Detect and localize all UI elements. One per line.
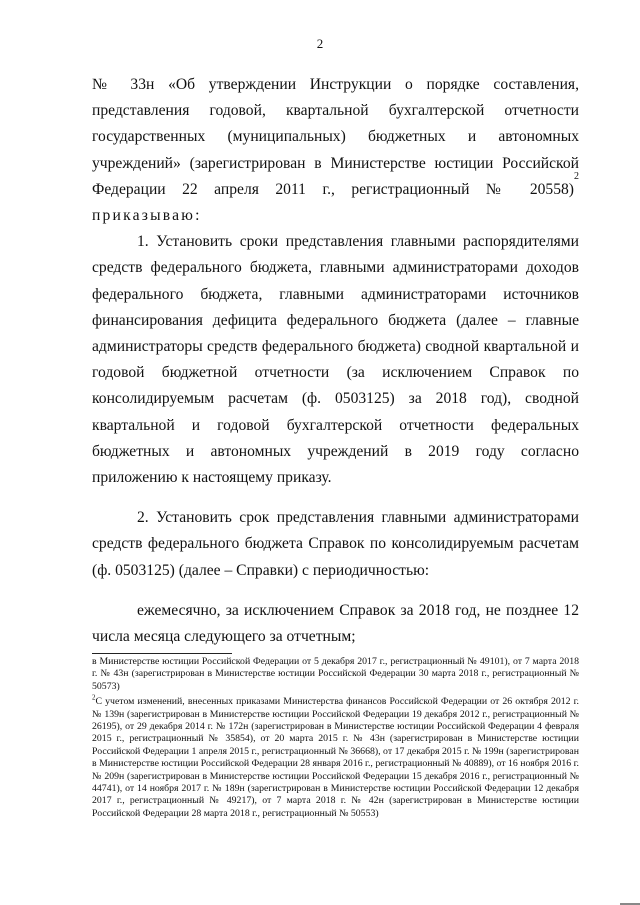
paragraph-item-2: 2. Установить срок представления главными администраторами средств федерального бюджета Справок по консолидируемым расчетам (ф. 0503125) (далее – Справки) с периодичностью:	[92, 509, 579, 579]
order-word: приказываю:	[92, 207, 202, 225]
document-body	[92, 72, 579, 650]
paragraph-line: государственных (муниципальных) бюджетных и автономных	[92, 128, 579, 146]
paragraph-line: Федерации 22 апреля 2011 г., регистрационный № 20558)	[92, 180, 574, 198]
footnote-2	[92, 693, 579, 820]
footnote-marker: 2	[92, 693, 96, 702]
footnote-separator	[92, 653, 232, 654]
footnotes-section	[92, 653, 579, 820]
paragraph-line: представления годовой, квартальной бухгалтерской отчетности	[92, 102, 579, 120]
paragraph-item-1: 1. Установить сроки представления главными распорядителями средств федерального бюджета, главными администраторами доходов федерального бюджета, главными администраторами источников финансирования дефицита федерального бюджета (далее – главные администраторы средств федерального бюджета) сводной квартальной и годовой бюджетной отчетности (за исключением Справок по консолидируемым расчетам (ф. 0503125) за 2018 год), сводной квартальной и годовой бухгалтерской отчетности федеральных бюджетных и автономных учреждений в 2019 году согласно приложению к настоящему приказу.	[92, 233, 579, 487]
paragraph-line: № 33н «Об утверждении Инструкции о порядке составления,	[92, 76, 579, 93]
paragraph-line: учреждений» (зарегистрирован в Министерстве юстиции Российской	[92, 154, 579, 172]
paragraph-line-with-footnote	[92, 170, 579, 203]
page-number: 2	[316, 36, 324, 51]
footnote-reference: 2	[574, 170, 579, 182]
footnote-continuation: в Министерстве юстиции Российской Федерации от 5 декабря 2017 г., регистрационный № 49101), от 7 марта 2018 г. № 43н (зарегистрирован в Министерстве юстиции Российской Федерации 30 марта 2018 г., регистрационный № 50573)	[92, 656, 579, 692]
paragraph-monthly: ежемесячно, за исключением Справок за 2018 год, не позднее 12 числа месяца следующего за отчетным;	[92, 601, 579, 646]
footnote-text: С учетом изменений, внесенных приказами Министерства финансов Российской Федерации от 26 октября 2012 г. № 139н (зарегистрирован в Министерстве юстиции Российской Федерации 19 декабря 2012 г., регистрационный № 26195), от 29 декабря 2014 г. № 172н (зарегистрирован в Министерстве юстиции Российской Федерации 4 февраля 2015 г., регистрационный № 35854), от 20 марта 2015 г. № 43н (зарегистрирован в Министерстве юстиции Российской Федерации 1 апреля 2015 г., регистрационный № 36668), от 17 декабря 2015 г. № 199н (зарегистрирован в Министерстве юстиции Российской Федерации 28 января 2016 г., регистрационный № 40889), от 16 ноября 2016 г. № 209н (зарегистрирован в Министерстве юстиции Российской Федерации 15 декабря 2016 г., регистрационный № 44741), от 14 ноября 2017 г. № 189н (зарегистрирован в Министерстве юстиции Российской Федерации 12 декабря 2017 г., регистрационный № 49217), от 7 марта 2018 г. № 42н (зарегистрирован в Министерстве юстиции Российской Федерации 28 марта 2018 г., регистрационный № 50553)	[92, 696, 579, 819]
